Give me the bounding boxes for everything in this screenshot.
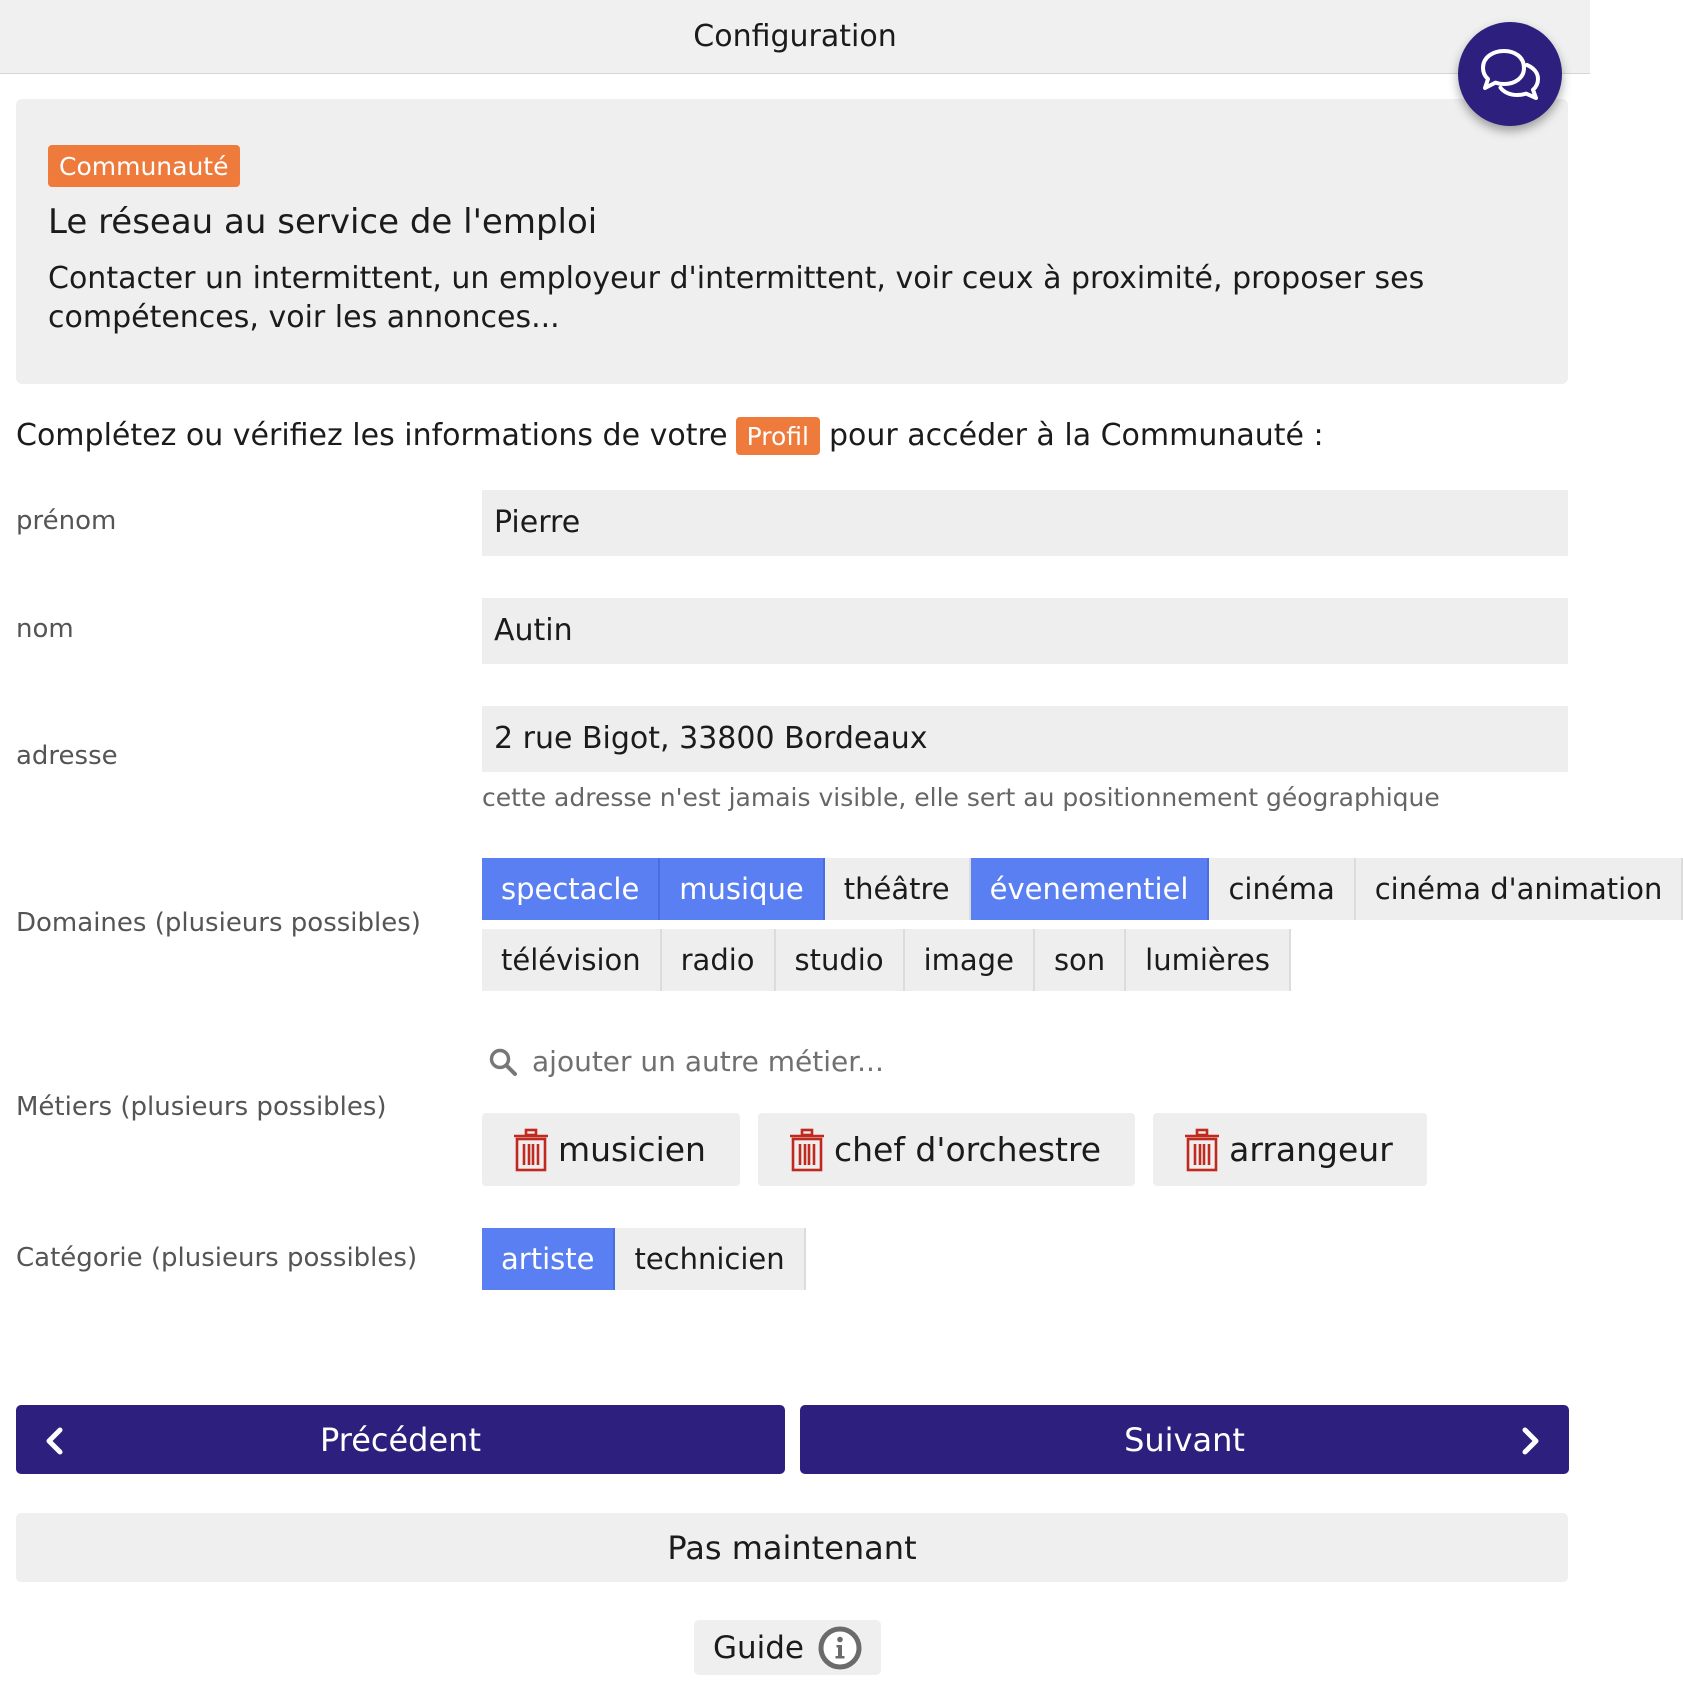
search-icon — [488, 1047, 518, 1077]
domain-chip[interactable]: radio — [662, 929, 776, 991]
community-description: Contacter un intermittent, un employeur d'intermittent, voir ceux à proximité, proposer ses compétences, voir les annonces... — [48, 261, 1425, 335]
job-label: musicien — [558, 1130, 706, 1169]
domains-label: Domaines (plusieurs possibles) — [16, 908, 421, 938]
page-title: Configuration — [693, 19, 897, 54]
domain-chip[interactable]: évenementiel — [971, 858, 1210, 920]
category-label: Catégorie (plusieurs possibles) — [16, 1243, 418, 1273]
previous-label: Précédent — [320, 1420, 481, 1459]
info-icon — [818, 1626, 862, 1670]
chat-bubbles-icon — [1477, 46, 1543, 102]
trash-icon[interactable] — [1183, 1128, 1221, 1172]
domain-chip[interactable]: télévision — [482, 929, 662, 991]
category-chip[interactable]: artiste — [482, 1228, 615, 1290]
domains-row-1 — [482, 858, 1683, 920]
guide-button[interactable] — [694, 1620, 881, 1675]
address-hint: cette adresse n'est jamais visible, elle sert au positionnement géographique — [482, 783, 1440, 812]
category-chip[interactable]: technicien — [615, 1228, 805, 1290]
address-field[interactable]: 2 rue Bigot, 33800 Bordeaux — [482, 706, 1568, 772]
domain-chip[interactable]: son — [1035, 929, 1126, 991]
category-chips — [482, 1228, 806, 1290]
community-title: Le réseau au service de l'emploi — [48, 202, 598, 242]
chevron-left-icon — [44, 1427, 66, 1455]
intro-text-start: Complétez ou vérifiez les informations de votre — [16, 418, 728, 453]
domain-chip[interactable]: théâtre — [825, 858, 971, 920]
trash-icon[interactable] — [788, 1128, 826, 1172]
domain-chip[interactable]: image — [905, 929, 1035, 991]
lastname-label: nom — [16, 614, 74, 644]
firstname-field[interactable]: Pierre — [482, 490, 1568, 556]
domain-chip[interactable]: cinéma — [1209, 858, 1355, 920]
top-bar — [0, 0, 1590, 74]
address-label: adresse — [16, 741, 118, 771]
domain-chip[interactable]: musique — [660, 858, 824, 920]
domains-row-2 — [482, 929, 1291, 991]
chat-button[interactable] — [1458, 22, 1562, 126]
community-card — [16, 99, 1568, 384]
not-now-label: Pas maintenant — [667, 1528, 917, 1567]
job-search[interactable] — [488, 1045, 884, 1078]
chevron-right-icon — [1519, 1427, 1541, 1455]
domain-chip[interactable]: studio — [776, 929, 905, 991]
profile-intro — [16, 412, 1324, 460]
previous-button[interactable] — [16, 1405, 785, 1474]
job-search-placeholder: ajouter un autre métier... — [532, 1045, 884, 1078]
community-tag: Communauté — [48, 145, 240, 187]
firstname-label: prénom — [16, 506, 117, 536]
job-label: chef d'orchestre — [833, 1130, 1102, 1169]
next-button[interactable] — [800, 1405, 1569, 1474]
next-label: Suivant — [1124, 1420, 1245, 1459]
guide-label: Guide — [712, 1629, 805, 1666]
job-item — [758, 1113, 1135, 1186]
job-label: arrangeur — [1229, 1130, 1393, 1169]
job-item — [482, 1113, 740, 1186]
job-item — [1153, 1113, 1427, 1186]
trash-icon[interactable] — [512, 1128, 550, 1172]
jobs-label: Métiers (plusieurs possibles) — [16, 1092, 387, 1122]
intro-text-end: pour accéder à la Communauté : — [828, 418, 1324, 453]
domain-chip[interactable]: cinéma d'animation — [1356, 858, 1683, 920]
lastname-field[interactable]: Autin — [482, 598, 1568, 664]
domain-chip[interactable]: spectacle — [482, 858, 660, 920]
profile-tag: Profil — [736, 417, 820, 455]
job-list — [482, 1113, 1445, 1186]
domain-chip[interactable]: lumières — [1126, 929, 1291, 991]
not-now-button[interactable] — [16, 1513, 1568, 1582]
